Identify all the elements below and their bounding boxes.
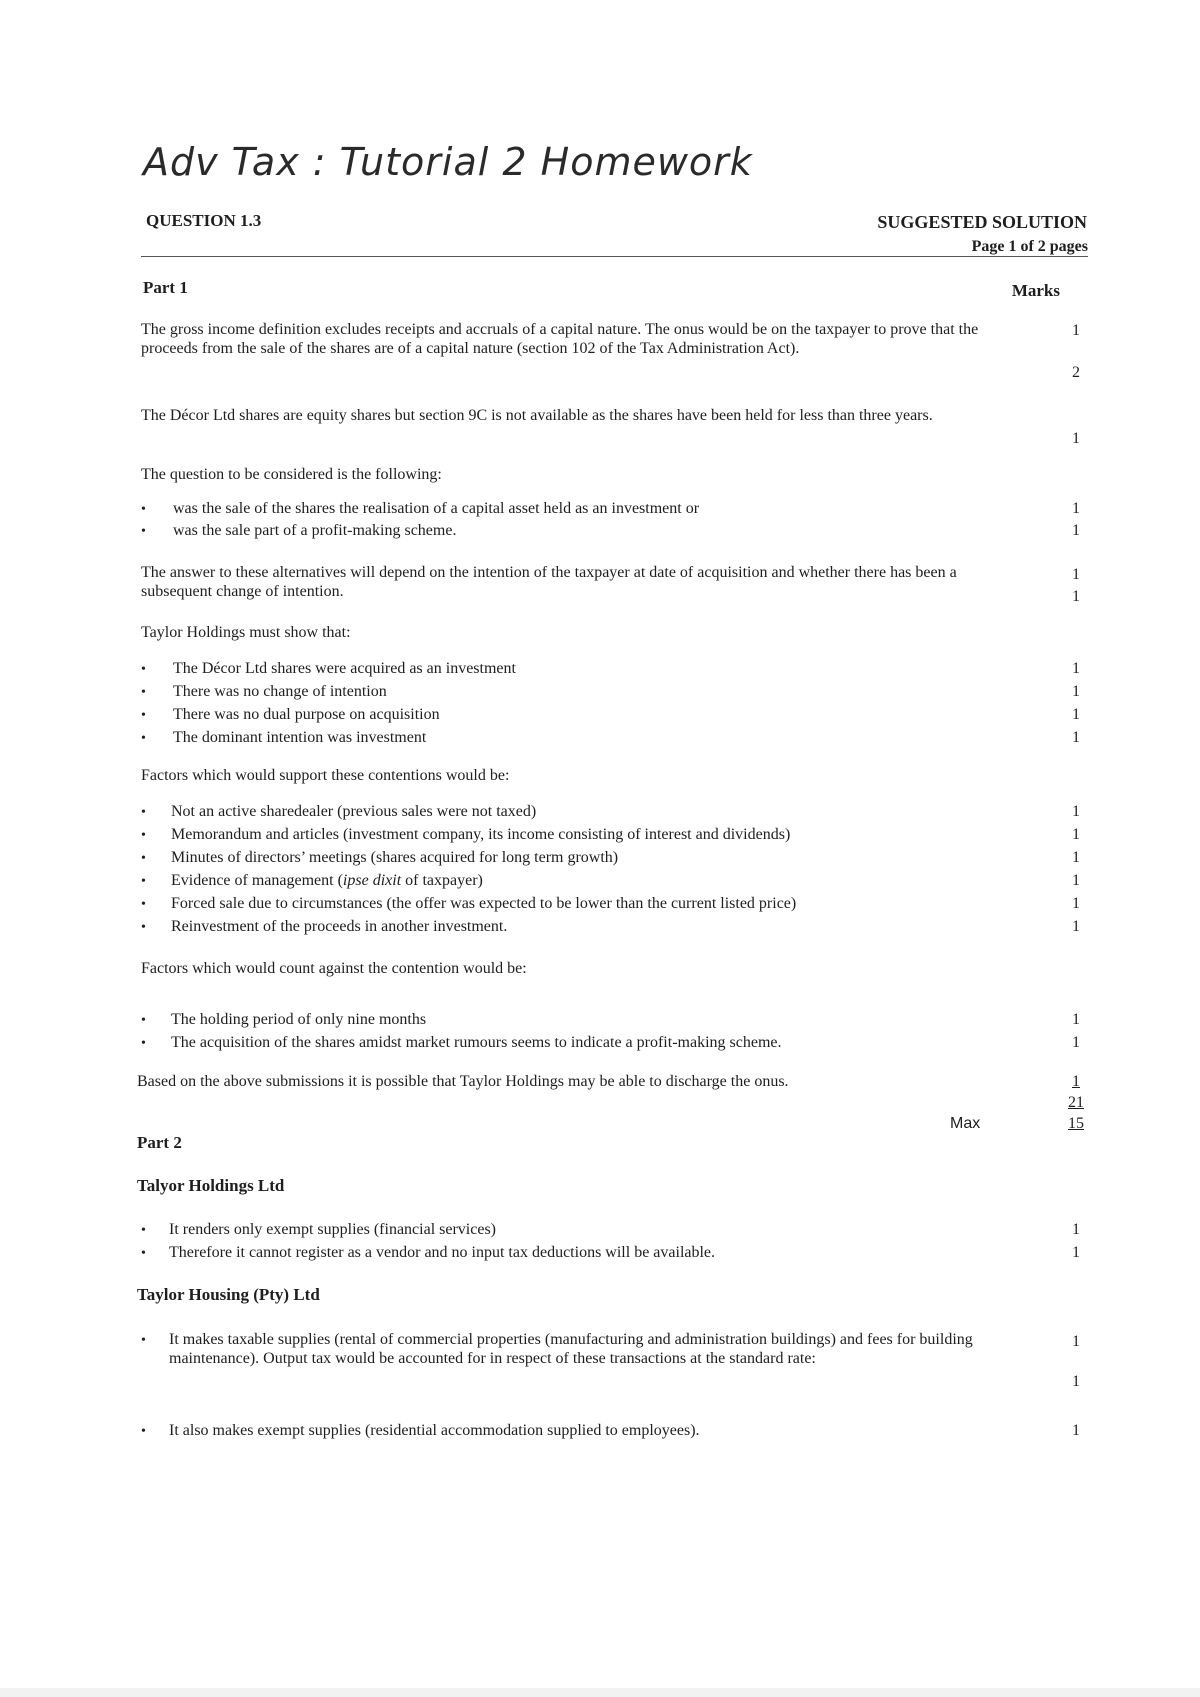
bullet-text: The dominant intention was investment: [173, 729, 427, 746]
bullet: •: [141, 897, 146, 912]
bullet-text: It renders only exempt supplies (financial services): [169, 1221, 496, 1238]
bullet-text: It also makes exempt supplies (residential accommodation supplied to employees).: [169, 1422, 700, 1439]
subheading-taylor-holdings: Talyor Holdings Ltd: [137, 1176, 285, 1195]
bullet-text: There was no dual purpose on acquisition: [173, 706, 440, 723]
total-marks: 21: [1068, 1094, 1084, 1111]
bullet-text: It makes taxable supplies (rental of commercial properties (manufacturing and administration buildings) and fees for building maintenance). Output tax would be accounted for in respect of these transactions at the standard rate:: [169, 1331, 973, 1367]
bullet: •: [141, 731, 146, 746]
mark: 1: [1072, 895, 1080, 912]
part1-heading: Part 1: [143, 278, 188, 297]
bullet: •: [141, 502, 146, 517]
bullet: •: [141, 805, 146, 820]
mark: 1: [1072, 918, 1080, 935]
mark: 1: [1072, 430, 1080, 447]
handwritten-title: Adv Tax : Tutorial 2 Homework: [143, 140, 753, 184]
mark: 1: [1072, 1221, 1080, 1238]
paragraph-intention: The answer to these alternatives will depend on the intention of the taxpayer at date of acquisition and whether there has been a subsequent change of intention.: [141, 564, 957, 600]
header-divider: [141, 256, 1088, 257]
mark: 1: [1072, 803, 1080, 820]
bullet: •: [141, 1246, 146, 1261]
bullet-text: Minutes of directors’ meetings (shares acquired for long term growth): [171, 849, 619, 866]
bullet-text: Therefore it cannot register as a vendor and no input tax deductions will be available.: [169, 1244, 716, 1261]
paragraph-support-factors: Factors which would support these contentions would be:: [141, 767, 510, 784]
mark: 1: [1072, 1034, 1080, 1051]
mark: 2: [1072, 364, 1080, 381]
mark: 1: [1072, 1373, 1080, 1390]
bullet-text: Reinvestment of the proceeds in another investment.: [171, 918, 508, 935]
mark: 1: [1072, 1011, 1080, 1028]
paragraph-decor-shares: The Décor Ltd shares are equity shares but section 9C is not available as the shares have been held for less than three years.: [141, 407, 933, 424]
bullet: •: [141, 708, 146, 723]
marks-heading: Marks: [1011, 281, 1060, 300]
subheading-taylor-housing: Taylor Housing (Pty) Ltd: [137, 1285, 320, 1304]
bullet: •: [141, 1013, 146, 1028]
mark: 1: [1072, 1073, 1080, 1090]
max-marks: 15: [1068, 1115, 1084, 1132]
mark: 1: [1072, 849, 1080, 866]
bullet: •: [141, 920, 146, 935]
mark: 1: [1072, 683, 1080, 700]
bullet-text: Not an active sharedealer (previous sales were not taxed): [171, 803, 537, 820]
mark: 1: [1072, 872, 1080, 889]
bullet: •: [141, 828, 146, 843]
scan-bottom-edge: [0, 1688, 1200, 1697]
part2-heading: Part 2: [137, 1133, 182, 1152]
paragraph-must-show: Taylor Holdings must show that:: [141, 624, 351, 641]
mark: 1: [1072, 1333, 1080, 1350]
mark: 1: [1072, 522, 1080, 539]
mark: 1: [1072, 322, 1080, 339]
bullet-text: Evidence of management (ipse dixit of taxpayer): [171, 872, 483, 889]
bullet: •: [141, 524, 146, 539]
bullet: •: [141, 1424, 146, 1439]
mark: 1: [1072, 826, 1080, 843]
mark: 1: [1072, 1244, 1080, 1261]
bullet-text: was the sale part of a profit-making scheme.: [173, 522, 457, 539]
bullet-text: The acquisition of the shares amidst market rumours seems to indicate a profit-making scheme.: [171, 1034, 782, 1051]
max-label: Max: [950, 1115, 981, 1132]
question-label: QUESTION 1.3: [146, 211, 262, 230]
mark: 1: [1072, 500, 1080, 517]
bullet: •: [141, 1223, 146, 1238]
suggested-solution-label: SUGGESTED SOLUTION: [877, 212, 1087, 232]
paragraph-question: The question to be considered is the following:: [141, 466, 442, 483]
bullet: •: [141, 851, 146, 866]
page-number: Page 1 of 2 pages: [971, 238, 1088, 255]
mark: 1: [1072, 1422, 1080, 1439]
mark: 1: [1072, 566, 1080, 583]
bullet-text: The holding period of only nine months: [171, 1011, 427, 1028]
bullet: •: [141, 1333, 146, 1348]
bullet: •: [141, 1036, 146, 1051]
mark: 1: [1072, 729, 1080, 746]
paragraph-against-factors: Factors which would count against the contention would be:: [141, 960, 527, 977]
paragraph-gross-income: The gross income definition excludes receipts and accruals of a capital nature. The onus would be on the taxpayer to prove that the proceeds from the sale of the shares are of a capital nature (section 102 of the Tax Administration Act).: [141, 321, 979, 357]
bullet: •: [141, 685, 146, 700]
mark: 1: [1072, 588, 1080, 605]
mark: 1: [1072, 660, 1080, 677]
bullet-text: was the sale of the shares the realisation of a capital asset held as an investment or: [173, 500, 700, 517]
mark: 1: [1072, 706, 1080, 723]
bullet: •: [141, 874, 146, 889]
paragraph-conclusion: Based on the above submissions it is possible that Taylor Holdings may be able to discharge the onus.: [137, 1073, 789, 1090]
bullet-text: The Décor Ltd shares were acquired as an investment: [173, 660, 516, 677]
bullet: •: [141, 662, 146, 677]
bullet-text: Memorandum and articles (investment company, its income consisting of interest and dividends): [171, 826, 791, 843]
bullet-text: There was no change of intention: [173, 683, 387, 700]
bullet-text: Forced sale due to circumstances (the offer was expected to be lower than the current listed price): [171, 895, 797, 912]
